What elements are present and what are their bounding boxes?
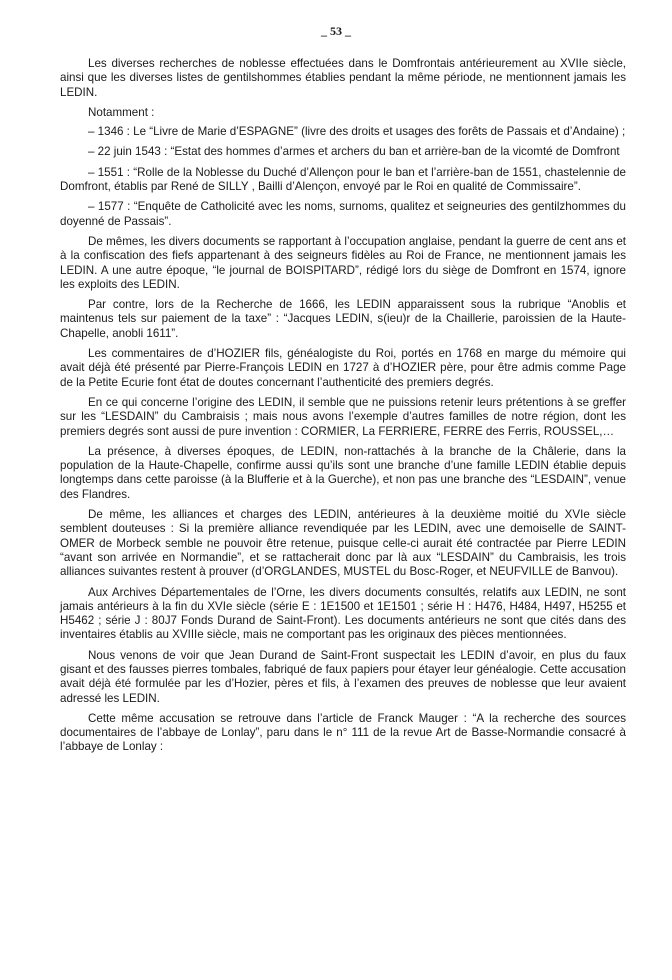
paragraph: De mêmes, les divers documents se rapportant à l’occupation anglaise, pendant la guerre de cent ans et à la confiscation des fiefs appartenant à des seigneurs fidèles au Roi de France, ne mentionnent jamais les LEDIN. A une autre époque, “le journal de BOISPITARD”, rédigé lors du siège de Domfront en 1574, ignore les exploits des LEDIN. xyxy=(60,234,626,291)
paragraph: Aux Archives Départementales de l’Orne, les divers documents consultés, relatifs aux LEDIN, ne sont jamais antérieurs à la fin du XVIe siècle (série E : 1E1500 et 1E1501 ; série H : H476, H484, H497, H5255 et H5462 ; série J : 80J7 Fonds Durand de Saint-Front). Les documents antérieurs ne sont que cités dans des inventaires établis au XVIIIe siècle, mais ne comportant pas les originaux des pièces mentionnées. xyxy=(60,585,626,642)
paragraph: De même, les alliances et charges des LEDIN, antérieures à la deuxième moitié du XVIe siècle semblent douteuses : Si la première alliance revendiquée par les LEDIN, avec une demoiselle de SAINT-OMER de Morbeck semble ne pouvoir être retenue, puisque celle-ci aurait été contractée par Pierre LEDIN “avant son arrivée en Normandie”, et se rattacherait donc par là aux “LESDAIN” du Cambraisis, les trois alliances suivantes restent à prouver (d’ORGLANDES, MUSTEL du Bosc-Roger, et NEUFVILLE de Banvou). xyxy=(60,508,626,579)
list-item: – 1346 : Le “Livre de Marie d’ESPAGNE” (livre des droits et usages des forêts de Passais et d’Andaine) ; xyxy=(88,125,626,139)
paragraph: Nous venons de voir que Jean Durand de Saint-Front suspectait les LEDIN d’avoir, en plus du faux gisant et des fausses pierres tombales, fabriqué de faux papiers pour étayer leur généalogie. Cette accusation avait déjà été formulée par les d’Hozier, pères et fils, à l’examen des preuves de noblesse que leur avaient adressé les LEDIN. xyxy=(60,648,626,705)
paragraph: En ce qui concerne l’origine des LEDIN, il semble que ne puissions retenir leurs prétentions à se greffer sur les “LESDAIN” du Cambraisis ; mais nous avons l’exemple d’autres familles de notre région, dont les premiers degrés sont aussi de pure invention : CORMIER, La FERRIERE, FERRE des Ferris, ROUSSEL,… xyxy=(60,395,626,438)
paragraph: Notamment : xyxy=(88,105,155,119)
body-text xyxy=(60,57,626,761)
paragraph: Par contre, lors de la Recherche de 1666, les LEDIN apparaissent sous la rubrique “Anoblis et maintenus tels sur paiement de la taxe” : “Jacques LEDIN, s(ieu)r de la Chaillerie, paroissien de la Haute-Chapelle, anobli 1611”. xyxy=(60,298,626,340)
page-number: _ 53 _ xyxy=(321,24,351,38)
paragraph: Les commentaires de d’HOZIER fils, généalogiste du Roi, portés en 1768 en marge du mémoire qui avait déjà été présenté par Pierre-François LEDIN en 1727 à d’HOZIER père, pour être admis comme Page de la Petite Ecurie font état de doutes concernant l’authenticité des premiers degrés. xyxy=(60,347,626,389)
list-item: – 22 juin 1543 : “Estat des hommes d’armes et archers du ban et arrière-ban de la vicomté de Domfront xyxy=(88,145,620,159)
paragraph: Cette même accusation se retrouve dans l’article de Franck Mauger : “A la recherche des sources documentaires de l’abbaye de Lonlay”, paru dans le n° 111 de la revue Art de Basse-Normandie consacré à l’abbaye de Lonlay : xyxy=(60,711,626,754)
paragraph: La présence, à diverses époques, de LEDIN, non-rattachés à la branche de la Châlerie, dans la population de la Haute-Chapelle, confirme aussi qu’ils sont une branche d’une famille LEDIN établie depuis longtemps dans cette paroisse (à la Blufferie et à la Guerche), et non pas une branche des “LESDAIN”, venue des Flandres. xyxy=(60,444,626,501)
list-item: – 1551 : “Rolle de la Noblesse du Duché d’Allençon pour le ban et l’arrière-ban de 1551, chastelennie de Domfront, établis par René de SILLY , Bailli d’Alençon, envoyé par le Roi en qualité de Commissaire”. xyxy=(60,165,626,194)
list-item: – 1577 : “Enquête de Catholicité avec les noms, surnoms, qualitez et seigneuries des gentilzhommes du doyenné de Passais”. xyxy=(60,200,626,228)
paragraph: Les diverses recherches de noblesse effectuées dans le Domfrontais antérieurement au XVIIe siècle, ainsi que les diverses listes de gentilshommes établies pendant la même période, ne mentionnent jamais les LEDIN. xyxy=(60,57,626,99)
